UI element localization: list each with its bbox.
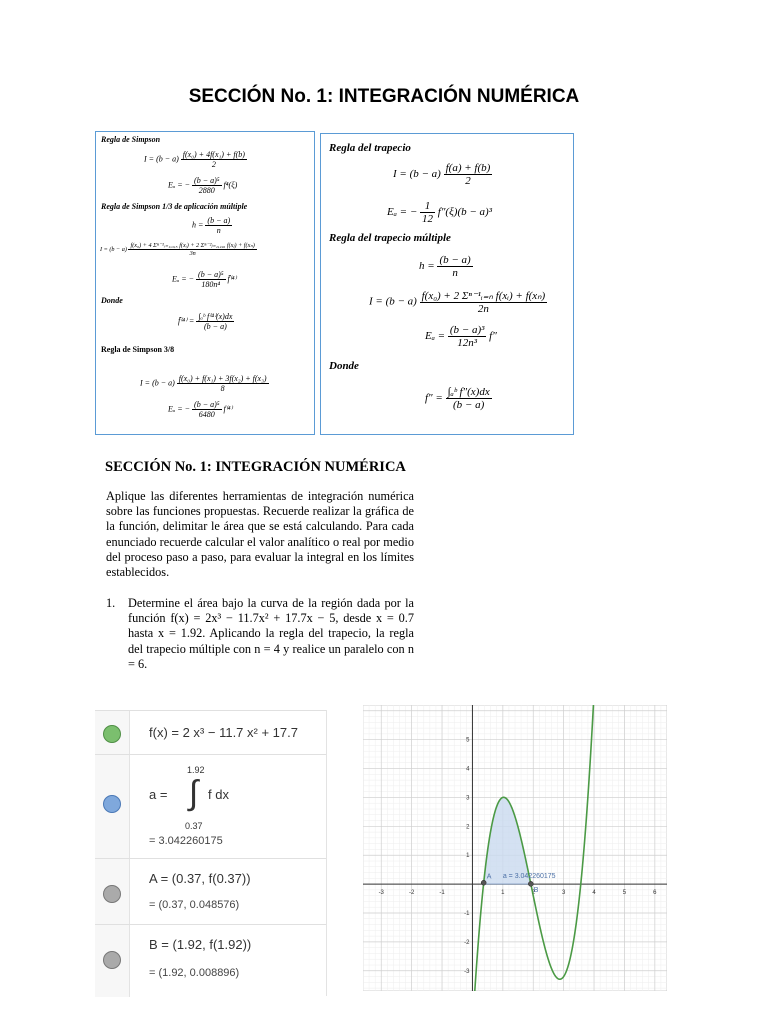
trapezoid-mean-derivative-formula: f″ = $\frac{\text{∫ₐᵇ f″(x)dx}}{(b - a)}$ — [425, 386, 490, 411]
graphics-view[interactable] — [363, 705, 667, 991]
x-tick-label: -2 — [408, 890, 415, 897]
simpson-38-heading: Regla de Simpson 3/8 — [101, 345, 175, 354]
y-tick-label: 4 — [466, 766, 470, 773]
simpson-38-formula: I = (b − a) $\frac{\text{f(x₀) + f(x₁) + 3f(x₂) + f(x₃)}}{8}$ — [140, 374, 267, 393]
integral-upper-limit: 1.92 — [187, 765, 205, 775]
x-tick-label: 4 — [592, 890, 596, 897]
exercise-item — [106, 596, 414, 672]
visibility-toggle-f[interactable] — [103, 725, 121, 743]
function-definition: f(x) = 2 x³ − 11.7 x² + 17.7 — [149, 725, 298, 740]
instructions-paragraph: Aplique las diferentes herramientas de integración numérica sobre las funciones propuestas. Recuerde realizar la gráfica de la función, delimitar le área que se está calculando. Para cada enunciado recuerde calcular el valor analítico o real por medio del proceso paso a paso, para evaluar la integral en los límites establecidos. — [106, 489, 414, 580]
simpson-integral-formula: I = (b − a) $\frac{\text{f(x₀) + 4f(x₁) + f(b)}}{2}$ — [144, 150, 245, 169]
y-tick-label: -3 — [464, 968, 470, 975]
x-tick-label: -3 — [378, 890, 384, 897]
function-plot — [363, 705, 667, 991]
trapezoid-heading: Regla del trapecio — [329, 142, 411, 154]
trapezoid-integral-formula: I = (b − a) $\frac{f(a) + f(b)}{2}$ — [393, 162, 491, 187]
integral-result: = 3.042260175 — [149, 835, 223, 847]
trapezoid-step-formula: h = $\frac{(b - a)}{n}$ — [419, 254, 471, 279]
algebra-row-function[interactable] — [95, 710, 326, 755]
point-a — [481, 880, 486, 885]
y-tick-label: 3 — [466, 795, 470, 802]
x-tick-label: 3 — [561, 890, 566, 897]
trapezoid-formulas-box — [320, 133, 574, 435]
algebra-row-point-b[interactable] — [95, 924, 326, 997]
visibility-toggle-point-b[interactable] — [103, 951, 121, 969]
trapezoid-error-formula: Eₐ = − $\frac{1}{12}$ f″(ξ)(b − a)³ — [387, 200, 493, 225]
simpson-error-formula: Eₐ = − $\frac{\text{(b − a)⁵}}{2880}$ f⁴(ξ) — [168, 176, 238, 195]
simpson-multiple-error-formula: Eₐ = − $\frac{\text{(b − a)⁵}}{\text{180n⁴}}$ f̄⁽⁴⁾ — [172, 270, 237, 289]
section-heading: SECCIÓN No. 1: INTEGRACIÓN NUMÉRICA — [105, 459, 406, 475]
point-b-definition: B = (1.92, f(1.92)) — [149, 937, 252, 952]
integral-sign: ∫ — [189, 774, 199, 812]
point-b-label: B — [533, 886, 539, 894]
y-tick-label: 1 — [466, 853, 470, 860]
x-tick-label: 2 — [531, 890, 535, 897]
algebra-view-panel — [95, 710, 327, 996]
point-a-result: = (0.37, 0.048576) — [149, 899, 240, 911]
area-label: a = 3.042260175 — [502, 872, 556, 880]
algebra-row-point-a[interactable] — [95, 858, 326, 925]
x-tick-label: 5 — [622, 890, 627, 897]
x-tick-label: 1 — [501, 890, 505, 897]
y-tick-label: -2 — [464, 939, 470, 946]
exercise-text: Determine el área bajo la curva de la región dada por la función f(x) = 2x³ − 11.7x² + 17.7x − 5, desde x = 0.7 hasta x = 1.92. Aplicando la regla del trapecio, la regla del trapecio múltiple con n = 4 y realice un paralelo con n = 6. — [128, 596, 414, 671]
integral-lower-limit: 0.37 — [185, 821, 203, 831]
simpson-donde-heading: Donde — [101, 296, 123, 305]
simpson-multiple-formula: I = (b − a) $\frac{\text{f(x₀) + 4 Σⁿ⁻¹ᵢ₌₁,₃,₅ f(xᵢ) + 2 Σⁿ⁻²ⱼ₌₂,₄,₆ f(xⱼ) + f(xₙ)}}{3n}$ — [100, 242, 255, 257]
simpson-mean-derivative-formula: f̄⁽⁴⁾ = $\frac{\text{∫ₐᵇ f⁽⁴⁾(x)dx}}{(b - a)}$ — [178, 312, 233, 331]
simpson-step-formula: h = $\frac{(b - a)}{n}$ — [192, 216, 231, 235]
simpson-38-error-formula: Eₐ = − $\frac{\text{(b − a)⁵}}{6480}$ f⁽⁴⁾ — [168, 400, 233, 419]
integral-lhs: a = — [149, 787, 168, 802]
trapezoid-multiple-formula: I = (b − a) $\frac{\text{f(x₀) + 2 Σⁿ⁻¹ᵢ₌ₙ f(xᵢ) + f(xₙ)}}{2n}$ — [369, 290, 546, 315]
visibility-toggle-a[interactable] — [103, 795, 121, 813]
y-tick-label: 2 — [466, 824, 470, 831]
trapezoid-donde-heading: Donde — [329, 360, 359, 372]
simpson-multiple-heading: Regla de Simpson 1/3 de aplicación múltiple — [101, 202, 248, 211]
y-tick-label: 5 — [466, 737, 470, 744]
trapezoid-multiple-error-formula: Eₐ = $\frac{\text{(b − a)³}}{\text{12n³}}$ f″ — [425, 324, 497, 349]
integrand: f dx — [208, 787, 229, 802]
simpson-formulas-box — [95, 131, 315, 435]
point-b-result: = (1.92, 0.008896) — [149, 967, 240, 979]
point-a-label: A — [486, 873, 492, 881]
visibility-toggle-point-a[interactable] — [103, 885, 121, 903]
point-a-definition: A = (0.37, f(0.37)) — [149, 871, 251, 886]
point-b — [528, 881, 533, 886]
page-title: SECCIÓN No. 1: INTEGRACIÓN NUMÉRICA — [188, 86, 580, 107]
y-tick-label: -1 — [464, 911, 470, 917]
trapezoid-multiple-heading: Regla del trapecio múltiple — [329, 232, 451, 244]
x-tick-label: 6 — [653, 890, 657, 897]
algebra-row-integral[interactable] — [95, 754, 326, 859]
simpson-heading: Regla de Simpson — [101, 135, 161, 144]
exercise-number: 1. — [106, 596, 116, 610]
x-tick-label: -1 — [439, 890, 445, 897]
